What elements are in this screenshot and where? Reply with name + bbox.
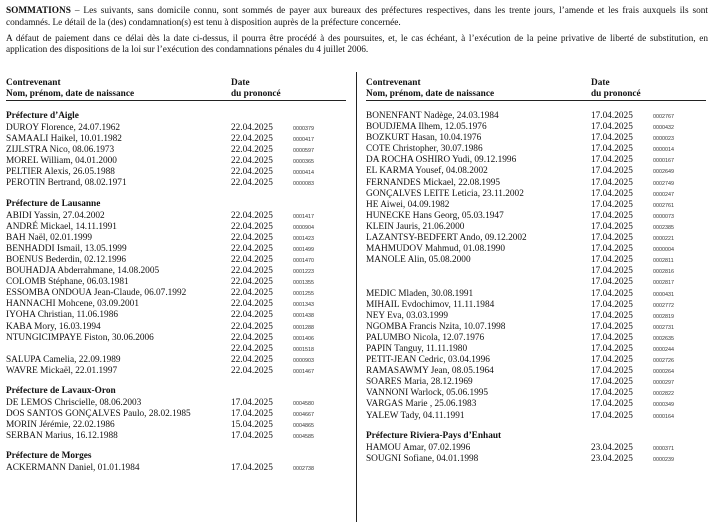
pronounce-date: 17.04.2025: [231, 463, 273, 474]
reference-number: 0000432: [653, 125, 674, 132]
pronounce-date: 23.04.2025: [591, 453, 633, 464]
reference-number: 0000073: [653, 213, 674, 220]
pronounce-date: 22.04.2025: [231, 299, 273, 310]
table-row: [366, 244, 706, 255]
reference-number: 0004667: [293, 412, 314, 419]
table-row: [366, 166, 706, 177]
header-nom: Nom, prénom, date de naissance: [366, 89, 495, 99]
reference-number: 0000371: [653, 445, 674, 452]
pronounce-date: 17.04.2025: [231, 409, 273, 420]
table-row: [6, 222, 346, 233]
table-row: [6, 288, 346, 299]
header-contrevenant: Contrevenant: [366, 78, 421, 88]
table-row: [6, 211, 346, 222]
contrevenant-name: NEY Eva, 03.03.1999: [366, 310, 449, 321]
pronounce-date: 17.04.2025: [591, 210, 633, 221]
table-row: [366, 255, 706, 266]
pronounce-date: 17.04.2025: [231, 397, 273, 408]
reference-number: 0000431: [653, 291, 674, 298]
table-row: [6, 134, 346, 145]
contrevenant-name: BOUDJEMA Ilhem, 12.05.1976: [366, 122, 487, 133]
contrevenant-name: MOREL William, 04.01.2000: [6, 156, 117, 167]
contrevenant-name: SAMAALI Haikel, 10.01.1982: [6, 134, 122, 145]
table-row: [6, 277, 346, 288]
contrevenant-name: SOARES Maria, 28.12.1969: [366, 377, 473, 388]
contrevenant-name: MAHMUDOV Mahmud, 01.08.1990: [366, 244, 506, 255]
reference-number: 0000297: [653, 380, 674, 387]
pronounce-date: 22.04.2025: [231, 178, 273, 189]
pronounce-date: 17.04.2025: [591, 355, 633, 366]
contrevenant-name: KABA Mory, 16.03.1994: [6, 321, 101, 332]
contrevenant-name: PEROTIN Bertrand, 08.02.1971: [6, 178, 127, 189]
reference-number: 0001417: [293, 213, 314, 220]
table-row: [366, 322, 706, 333]
table-row: [6, 244, 346, 255]
reference-number: 0001223: [293, 269, 314, 276]
contrevenant-name: BONENFANT Nadège, 24.03.1984: [366, 111, 499, 121]
table-row: [366, 211, 706, 222]
reference-number: 0002767: [653, 114, 674, 120]
sommations-label: SOMMATIONS: [6, 6, 71, 16]
table-row: [366, 300, 706, 311]
pronounce-date: 17.04.2025: [591, 266, 633, 277]
table-row: [366, 377, 706, 388]
contrevenant-name: RAMASAWMY Jean, 08.05.1964: [366, 366, 494, 377]
pronounce-date: 17.04.2025: [591, 399, 633, 410]
reference-number: 0001288: [293, 324, 314, 331]
pronounce-date: 17.04.2025: [591, 410, 633, 421]
reference-number: 0000597: [293, 148, 314, 155]
contrevenant-name: ESSOMBA ONDOUA Jean-Claude, 06.07.1992: [6, 288, 187, 299]
pronounce-date: 17.04.2025: [231, 431, 273, 442]
contrevenant-name: MANOLE Alin, 05.08.2000: [366, 255, 471, 266]
table-row: [6, 145, 346, 156]
pronounce-date: 17.04.2025: [591, 221, 633, 232]
pronounce-date: 22.04.2025: [231, 167, 273, 178]
reference-number: 0000023: [653, 136, 674, 143]
table-row: [366, 333, 706, 344]
reference-number: 0004580: [293, 400, 314, 407]
contrevenant-name: SOUGNI Sofiane, 04.01.1998: [366, 453, 479, 464]
table-row: [6, 463, 346, 474]
table-row: [366, 178, 706, 189]
table-row: [6, 431, 346, 442]
header-date: Date: [231, 78, 250, 88]
header-nom: Nom, prénom, date de naissance: [6, 89, 135, 99]
contrevenant-name: DUROY Florence, 24.07.1962: [6, 123, 121, 133]
header-contrevenant: Contrevenant: [6, 78, 61, 88]
pronounce-date: 22.04.2025: [231, 288, 273, 299]
reference-number: 0000239: [653, 456, 674, 463]
reference-number: 0002726: [653, 358, 674, 365]
pronounce-date: 22.04.2025: [231, 310, 273, 321]
reference-number: 0002749: [653, 180, 674, 187]
reference-number: 0000014: [653, 147, 674, 154]
table-row: [6, 266, 346, 277]
table-row: [366, 266, 706, 277]
pronounce-date: 17.04.2025: [591, 277, 633, 288]
pronounce-date: 22.04.2025: [231, 210, 273, 221]
contrevenant-name: ANDRÉ Mickael, 14.11.1991: [6, 221, 117, 232]
pronounce-date: 17.04.2025: [591, 155, 633, 166]
reference-number: 0001438: [293, 313, 314, 320]
right-column: [366, 78, 706, 465]
contrevenant-name: NTUNGICIMPAYE Fiston, 30.06.2006: [6, 332, 154, 343]
reference-number: 0001499: [293, 246, 314, 253]
contrevenant-name: DA ROCHA OSHIRO Yudi, 09.12.1996: [366, 155, 517, 166]
left-column: [6, 78, 346, 474]
pronounce-date: 22.04.2025: [231, 332, 273, 343]
pronounce-date: 17.04.2025: [591, 233, 633, 244]
table-row: [366, 277, 706, 288]
pronounce-date: 22.04.2025: [231, 243, 273, 254]
pronounce-date: 17.04.2025: [591, 188, 633, 199]
table-row: [6, 409, 346, 420]
pronounce-date: 22.04.2025: [231, 134, 273, 145]
contrevenant-name: MORIN Jérémie, 22.02.1986: [6, 420, 115, 431]
table-row: [366, 155, 706, 166]
section-title: Préfecture de Lausanne: [6, 198, 101, 209]
pronounce-date: 22.04.2025: [231, 266, 273, 277]
pronounce-date: 17.04.2025: [591, 321, 633, 332]
reference-number: 0001518: [293, 346, 314, 353]
contrevenant-name: NGOMBA Francis Nzita, 10.07.1998: [366, 321, 506, 332]
table-row: [366, 144, 706, 155]
contrevenant-name: COTE Christopher, 30.07.1986: [366, 144, 483, 155]
table-row: [6, 420, 346, 431]
section-spacer: [366, 101, 706, 111]
reference-number: 0002385: [653, 224, 674, 231]
pronounce-date: 17.04.2025: [591, 144, 633, 155]
contrevenant-name: ABIDI Yassin, 27.04.2002: [6, 210, 105, 221]
reference-number: 0001423: [293, 235, 314, 242]
table-row: [366, 388, 706, 399]
contrevenant-name: BOENUS Bederdin, 02.12.1996: [6, 254, 127, 265]
table-row: [6, 333, 346, 344]
right-column-body: [366, 101, 706, 465]
reference-number: 0000349: [653, 402, 674, 409]
contrevenant-name: DOS SANTOS GONÇALVES Paulo, 28.02.1985: [6, 409, 191, 420]
section-title: Préfecture Riviera-Pays d’Enhaut: [366, 430, 502, 441]
pronounce-date: 17.04.2025: [591, 133, 633, 144]
section-title: Préfecture de Lavaux-Oron: [6, 385, 116, 396]
table-row: [366, 133, 706, 144]
defaut-paragraph: A défaut de paiement dans ce délai dès la date ci-dessus, il pourra être procédé à des poursuites, et, le cas échéant, à l’exécution de la peine privative de liberté de substitution, en application des dispositions de la loi sur l’exécution des condamnations pénales du 4 juillet 2006.: [6, 33, 708, 56]
pronounce-date: 22.04.2025: [231, 277, 273, 288]
contrevenant-name: PETIT-JEAN Cedric, 03.04.1996: [366, 355, 490, 366]
section-title: Préfecture d’Aigle: [6, 111, 79, 121]
table-row: [6, 322, 346, 333]
pronounce-date: 17.04.2025: [591, 199, 633, 210]
table-row: [366, 289, 706, 300]
contrevenant-name: VARGAS Marie , 25.06.1983: [366, 399, 477, 410]
pronounce-date: 17.04.2025: [591, 177, 633, 188]
pronounce-date: 17.04.2025: [591, 310, 633, 321]
reference-number: 0001406: [293, 335, 314, 342]
contrevenant-name: GONÇALVES LEITE Leticia, 23.11.2002: [366, 188, 524, 199]
contrevenant-name: WAVRE Mickaël, 22.01.1997: [6, 365, 118, 376]
contrevenant-name: YALEW Tady, 04.11.1991: [366, 410, 465, 421]
pronounce-date: 22.04.2025: [231, 254, 273, 265]
header-date: Date: [591, 78, 610, 88]
reference-number: 0000903: [293, 357, 314, 364]
table-row: [6, 299, 346, 310]
pronounce-date: 17.04.2025: [591, 377, 633, 388]
pronounce-date: 22.04.2025: [231, 343, 273, 354]
reference-number: 0001467: [293, 368, 314, 375]
contrevenant-name: COLOMB Stéphane, 06.03.1981: [6, 277, 129, 288]
reference-number: 0000244: [653, 346, 674, 353]
header-prononce: du prononcé: [591, 89, 641, 99]
intro-text: [6, 6, 708, 61]
table-row: [6, 344, 346, 355]
table-row: [366, 233, 706, 244]
contrevenant-name: BENHADDI Ismail, 13.05.1999: [6, 243, 127, 254]
pronounce-date: 17.04.2025: [591, 299, 633, 310]
reference-number: 0000264: [653, 369, 674, 376]
contrevenant-name: VANNONI Warlock, 05.06.1995: [366, 388, 489, 399]
contrevenant-name: SERBAN Marius, 16.12.1988: [6, 431, 118, 442]
reference-number: 0002822: [653, 391, 674, 398]
contrevenant-name: BOUHADJA Abderrahmane, 14.08.2005: [6, 266, 160, 277]
table-row: [366, 399, 706, 410]
reference-number: 0000167: [653, 158, 674, 165]
pronounce-date: 17.04.2025: [591, 244, 633, 255]
table-row: [6, 355, 346, 366]
reference-number: 0002816: [653, 269, 674, 276]
table-row: [366, 355, 706, 366]
contrevenant-name: KLEIN Jauris, 21.06.2000: [366, 221, 465, 232]
sommations-paragraph: [6, 6, 708, 30]
reference-number: 0002649: [653, 169, 674, 176]
pronounce-date: 23.04.2025: [591, 442, 633, 453]
pronounce-date: 22.04.2025: [231, 123, 273, 133]
table-row: [6, 255, 346, 266]
pronounce-date: 17.04.2025: [591, 166, 633, 177]
reference-number: 0000414: [293, 170, 314, 177]
reference-number: 0000365: [293, 159, 314, 166]
pronounce-date: 22.04.2025: [231, 354, 273, 365]
contrevenant-name: IYOHA Christian, 11.06.1986: [6, 310, 118, 321]
reference-number: 0002731: [653, 324, 674, 331]
pronounce-date: 17.04.2025: [591, 111, 633, 121]
table-row: [366, 344, 706, 355]
pronounce-date: 22.04.2025: [231, 156, 273, 167]
reference-number: 0002635: [653, 335, 674, 342]
contrevenant-name: LAZANTSY-BEDFERT Ando, 09.12.2002: [366, 233, 527, 244]
reference-number: 0001355: [293, 280, 314, 287]
table-row: [366, 411, 706, 422]
contrevenant-name: ZIJLSTRA Nico, 08.06.1973: [6, 145, 115, 156]
contrevenant-name: ACKERMANN Daniel, 01.01.1984: [6, 463, 140, 474]
reference-number: 0002738: [293, 466, 314, 473]
reference-number: 0002761: [653, 202, 674, 209]
column-header: [6, 78, 346, 101]
column-header: [366, 78, 706, 101]
reference-number: 0004585: [293, 434, 314, 441]
table-row: [6, 366, 346, 377]
reference-number: 0000379: [293, 126, 314, 132]
reference-number: 0000247: [653, 191, 674, 198]
table-row: [366, 366, 706, 377]
pronounce-date: 22.04.2025: [231, 221, 273, 232]
reference-number: 0002811: [653, 258, 674, 265]
contrevenant-name: HUNECKE Hans Georg, 05.03.1947: [366, 210, 504, 221]
contrevenant-name: MIHAIL Evdochimov, 11.11.1984: [366, 299, 495, 310]
table-row: [6, 310, 346, 321]
contrevenant-name: SALUPA Camelia, 22.09.1989: [6, 354, 121, 365]
table-row: [366, 454, 706, 465]
pronounce-date: 22.04.2025: [231, 365, 273, 376]
table-row: [366, 443, 706, 454]
pronounce-date: 17.04.2025: [591, 388, 633, 399]
table-row: [366, 189, 706, 200]
pronounce-date: 17.04.2025: [591, 366, 633, 377]
table-row: [6, 167, 346, 178]
table-row: [366, 311, 706, 322]
contrevenant-name: HANNACHI Mohcene, 03.09.2001: [6, 299, 139, 310]
contrevenant-name: BOZKURT Hasan, 10.04.1976: [366, 133, 482, 144]
pronounce-date: 17.04.2025: [591, 288, 633, 299]
reference-number: 0000417: [293, 137, 314, 144]
reference-number: 0001470: [293, 257, 314, 264]
table-row: [366, 122, 706, 133]
contrevenant-name: DE LEMOS Chriscielle, 08.06.2003: [6, 397, 142, 408]
reference-number: 0004865: [293, 423, 314, 430]
reference-number: 0000904: [293, 224, 314, 231]
reference-number: 0001343: [293, 302, 314, 309]
reference-number: 0000164: [653, 413, 674, 420]
column-divider: [356, 72, 357, 522]
table-row: [6, 178, 346, 189]
contrevenant-name: EL KARMA Yousef, 04.08.2002: [366, 166, 488, 177]
left-column-body: [6, 111, 346, 474]
contrevenant-name: PALUMBO Nicola, 12.07.1976: [366, 332, 485, 343]
table-row: [6, 156, 346, 167]
header-prononce: du prononcé: [231, 89, 281, 99]
pronounce-date: 17.04.2025: [591, 255, 633, 266]
contrevenant-name: PAPIN Tanguy, 11.11.1980: [366, 343, 468, 354]
pronounce-date: 22.04.2025: [231, 145, 273, 156]
pronounce-date: 17.04.2025: [591, 122, 633, 133]
reference-number: 0002819: [653, 313, 674, 320]
table-row: [6, 398, 346, 409]
pronounce-date: 15.04.2025: [231, 420, 273, 431]
table-row: [366, 111, 706, 122]
pronounce-date: 22.04.2025: [231, 232, 273, 243]
sommations-text: – Les suivants, sans domicile connu, sont sommés de payer aux bureaux des préfectures respectives, dans les trente jours, l’amende et les frais auxquels ils sont condamnés. Le détail de la (des) condamnation(s) est tenu à disposition auprès de la préfecture concernée.: [6, 6, 708, 28]
section-title: Préfecture de Morges: [6, 451, 92, 462]
table-row: [366, 222, 706, 233]
contrevenant-name: MEDIC Mladen, 30.08.1991: [366, 288, 474, 299]
reference-number: 0002817: [653, 280, 674, 287]
pronounce-date: 17.04.2025: [591, 332, 633, 343]
reference-number: 0000083: [293, 181, 314, 188]
contrevenant-name: BAH Naël, 02.01.1999: [6, 232, 92, 243]
contrevenant-name: HAMOU Amar, 07.02.1996: [366, 442, 471, 453]
reference-number: 0001255: [293, 291, 314, 298]
pronounce-date: 17.04.2025: [591, 343, 633, 354]
reference-number: 0000221: [653, 236, 674, 243]
reference-number: 0002772: [653, 302, 674, 309]
contrevenant-name: HE Aiwei, 04.09.1982: [366, 199, 450, 210]
table-row: [6, 123, 346, 134]
contrevenant-name: PELTIER Alexis, 26.05.1988: [6, 167, 115, 178]
table-row: [366, 200, 706, 211]
table-row: [6, 233, 346, 244]
pronounce-date: 22.04.2025: [231, 321, 273, 332]
contrevenant-name: FERNANDES Mickael, 22.08.1995: [366, 177, 501, 188]
reference-number: 0000004: [653, 247, 674, 254]
